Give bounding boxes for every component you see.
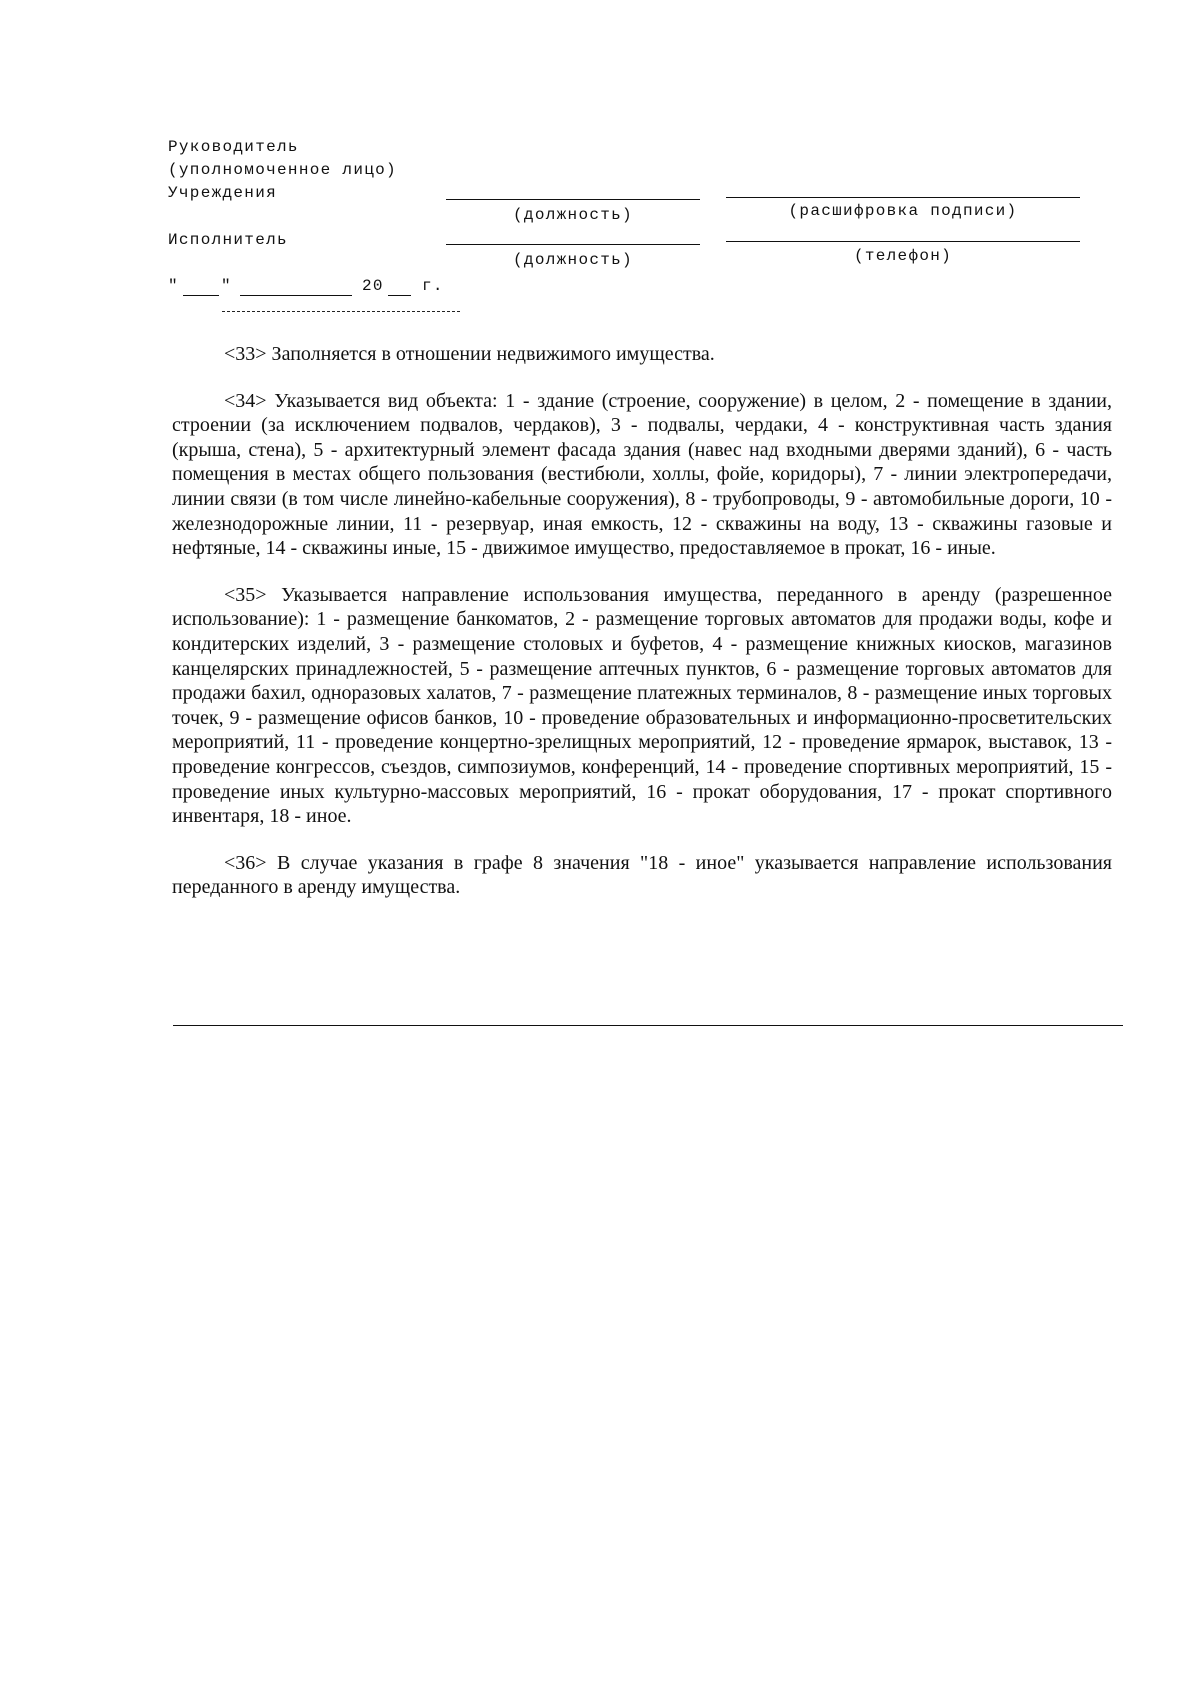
executor-position-line[interactable] — [446, 244, 700, 245]
executor-phone-caption: (телефон) — [853, 247, 953, 265]
executor-label: Исполнитель — [168, 231, 288, 249]
executor-phone-line[interactable] — [726, 241, 1080, 242]
head-signature-caption: (расшифровка подписи) — [788, 202, 1018, 220]
date-year-prefix: 20 — [362, 277, 384, 295]
date-month-line[interactable] — [240, 295, 352, 296]
bottom-divider — [173, 1025, 1123, 1026]
footnote-33: <33> Заполняется в отношении недвижимого имущества. — [224, 343, 715, 365]
footnote-34: <34> Указывается вид объекта: 1 - здание (строение, сооружение) в целом, 2 - помещение в здании, строении (за исключением подвалов, чердаков), 3 - подвалы, чердаки, 4 - конструктивная часть здания (крыша, стена), 5 - архитектурный элемент фасада здания (навес над входными дверями зданий), 6 - часть помещения в местах общего пользования (вестибюли, холлы, фойе, коридоры), 7 - линии электропередачи, линии связи (в том числе линейно-кабельные сооружения), 8 - трубопроводы, 9 - автомобильные дороги, 10 - железнодорожные линии, 11 - резервуар, иная емкость, 12 - скважины на воду, 13 - скважины газовые и нефтяные, 14 - скважины иные, 15 - движимое имущество, предоставляемое в прокат, 16 - иные. — [172, 389, 1112, 560]
separator-dashed-line — [222, 311, 460, 312]
head-title-line1: Руководитель — [168, 138, 299, 156]
footnotes — [172, 342, 1112, 922]
head-title-line2: (уполномоченное лицо) — [168, 161, 397, 179]
date-open-quote: " — [168, 277, 179, 295]
head-position-line[interactable] — [446, 199, 700, 200]
head-signature-line[interactable] — [726, 197, 1080, 198]
footnote-36: <36> В случае указания в графе 8 значения "18 - иное" указывается направление использования переданного в аренду имущества. — [172, 851, 1112, 899]
date-day-line[interactable] — [183, 295, 219, 296]
executor-position-caption: (должность) — [513, 251, 633, 269]
date-year-suffix: г. — [422, 277, 444, 295]
head-title-line3: Учреждения — [168, 184, 278, 202]
head-position-caption: (должность) — [513, 206, 633, 224]
date-close-quote: " — [221, 277, 232, 295]
date-year-line[interactable] — [388, 295, 411, 296]
footnote-35: <35> Указывается направление использования имущества, переданного в аренду (разрешенное использование): 1 - размещение банкоматов, 2 - размещение торговых автоматов для продажи воды, кофе и кондитерских изделий, 3 - размещение столовых и буфетов, 4 - размещение книжных киосков, магазинов канцелярских принадлежностей, 5 - размещение аптечных пунктов, 6 - размещение торговых автоматов для продажи бахил, одноразовых халатов, 7 - размещение платежных терминалов, 8 - размещение иных торговых точек, 9 - размещение офисов банков, 10 - проведение образовательных и информационно-просветительских мероприятий, 11 - проведение концертно-зрелищных мероприятий, 12 - проведение ярмарок, выставок, 13 - проведение конгрессов, съездов, симпозиумов, конференций, 14 - проведение спортивных мероприятий, 15 - проведение иных культурно-массовых мероприятий, 16 - прокат оборудования, 17 - прокат спортивного инвентаря, 18 - иное. — [172, 583, 1112, 828]
